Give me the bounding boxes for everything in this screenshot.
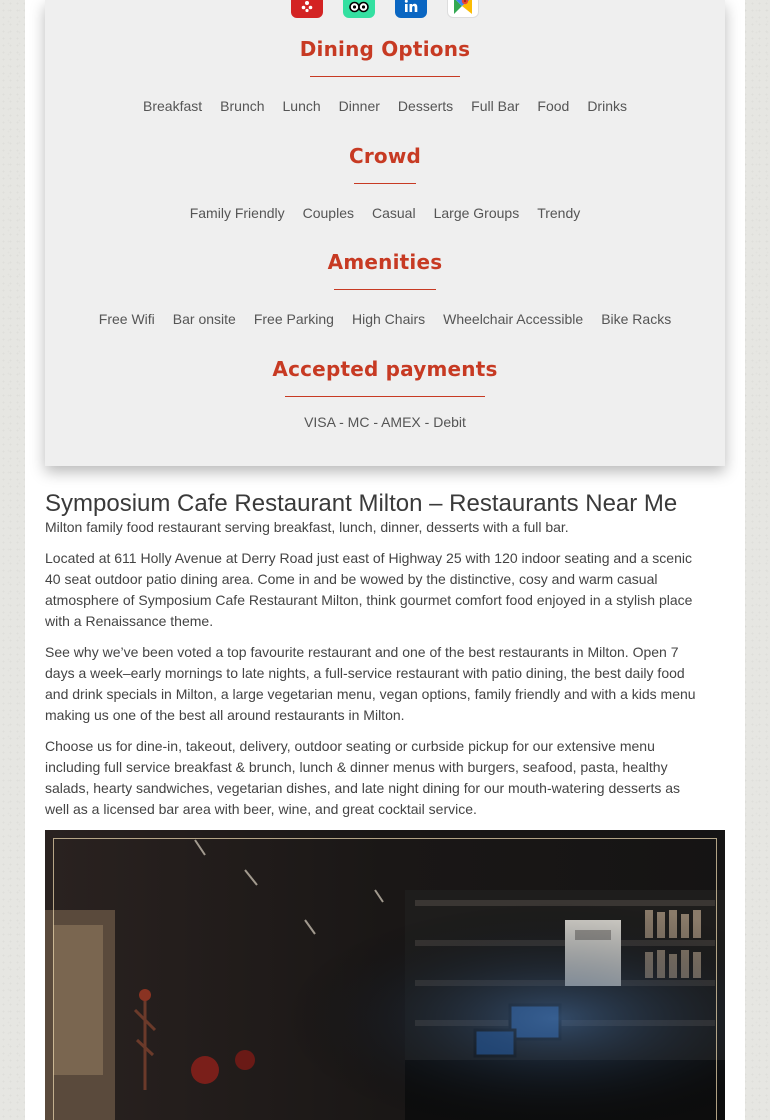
amenity-item: High Chairs <box>351 311 426 327</box>
crowd-section <box>45 144 725 221</box>
photo-frame <box>53 838 717 1120</box>
dining-options-section <box>45 37 725 114</box>
dining-options-list <box>45 98 725 114</box>
page-subtitle: Milton family food restaurant serving breakfast, lunch, dinner, desserts with a full bar. <box>45 519 569 535</box>
dining-options-title: Dining Options <box>299 37 471 61</box>
linkedin-icon[interactable] <box>395 0 427 18</box>
dining-option-item: Food <box>537 98 570 114</box>
crowd-title: Crowd <box>348 144 422 168</box>
crowd-list <box>45 205 725 221</box>
crowd-item: Family Friendly <box>189 205 285 221</box>
dining-option-item: Lunch <box>282 98 321 114</box>
restaurant-interior-photo <box>45 830 725 1120</box>
crowd-rule <box>354 183 416 184</box>
payments-text: VISA - MC - AMEX - Debit <box>304 414 466 430</box>
payments-rule <box>285 396 485 397</box>
tripadvisor-icon[interactable] <box>343 0 375 18</box>
amenities-list <box>45 311 725 327</box>
page-title: Symposium Cafe Restaurant Milton – Restaurants Near Me <box>45 490 678 517</box>
social-links <box>45 0 725 18</box>
amenity-item: Free Parking <box>253 311 334 327</box>
yelp-icon[interactable] <box>291 0 323 18</box>
payments-title: Accepted payments <box>272 357 498 381</box>
dining-option-item: Brunch <box>220 98 265 114</box>
info-card <box>45 0 725 466</box>
google-maps-icon[interactable] <box>447 0 479 18</box>
amenity-item: Bike Racks <box>601 311 672 327</box>
amenity-item: Wheelchair Accessible <box>443 311 584 327</box>
page-content <box>25 0 745 1120</box>
payments-list <box>45 414 725 430</box>
dining-option-item: Breakfast <box>143 98 203 114</box>
dining-option-item: Dinner <box>338 98 380 114</box>
amenity-item: Free Wifi <box>98 311 155 327</box>
about-paragraph: See why we’ve been voted a top favourite restaurant and one of the best restaurants in Milton. Open 7 days a week–early mornings to late nights, a full-service restaurant with patio dining, the best daily food and drink specials in Milton, a large vegetarian menu, vegan options, family friendly and with a kids menu making us one of the best all around restaurants in Milton. <box>45 644 696 723</box>
dining-options-rule <box>310 76 460 77</box>
amenities-section <box>45 250 725 327</box>
amenities-rule <box>334 289 436 290</box>
crowd-item: Casual <box>372 205 416 221</box>
payments-section <box>45 357 725 430</box>
crowd-item: Trendy <box>537 205 581 221</box>
crowd-item: Large Groups <box>433 205 520 221</box>
crowd-item: Couples <box>302 205 354 221</box>
menu-paragraph: Choose us for dine-in, takeout, delivery, outdoor seating or curbside pickup for our extensive menu including full service breakfast & brunch, lunch & dinner menus with burgers, seafood, pasta, healthy salads, hearty sandwiches, vegetarian dishes, and late night dining for our mouth-watering desserts as well as a licensed bar area with beer, wine, and great cocktail service. <box>45 738 681 817</box>
dining-option-item: Desserts <box>397 98 454 114</box>
intro-paragraph: Located at 611 Holly Avenue at Derry Road just east of Highway 25 with 120 indoor seating and a scenic 40 seat outdoor patio dining area. Come in and be wowed by the distinctive, cosy and warm casual atmosphere of Symposium Cafe Restaurant Milton, think gourmet comfort food enjoyed in a stylish place with a Renaissance theme. <box>45 550 693 629</box>
amenities-title: Amenities <box>327 250 443 274</box>
dining-option-item: Drinks <box>587 98 627 114</box>
amenity-item: Bar onsite <box>172 311 236 327</box>
dining-option-item: Full Bar <box>471 98 520 114</box>
